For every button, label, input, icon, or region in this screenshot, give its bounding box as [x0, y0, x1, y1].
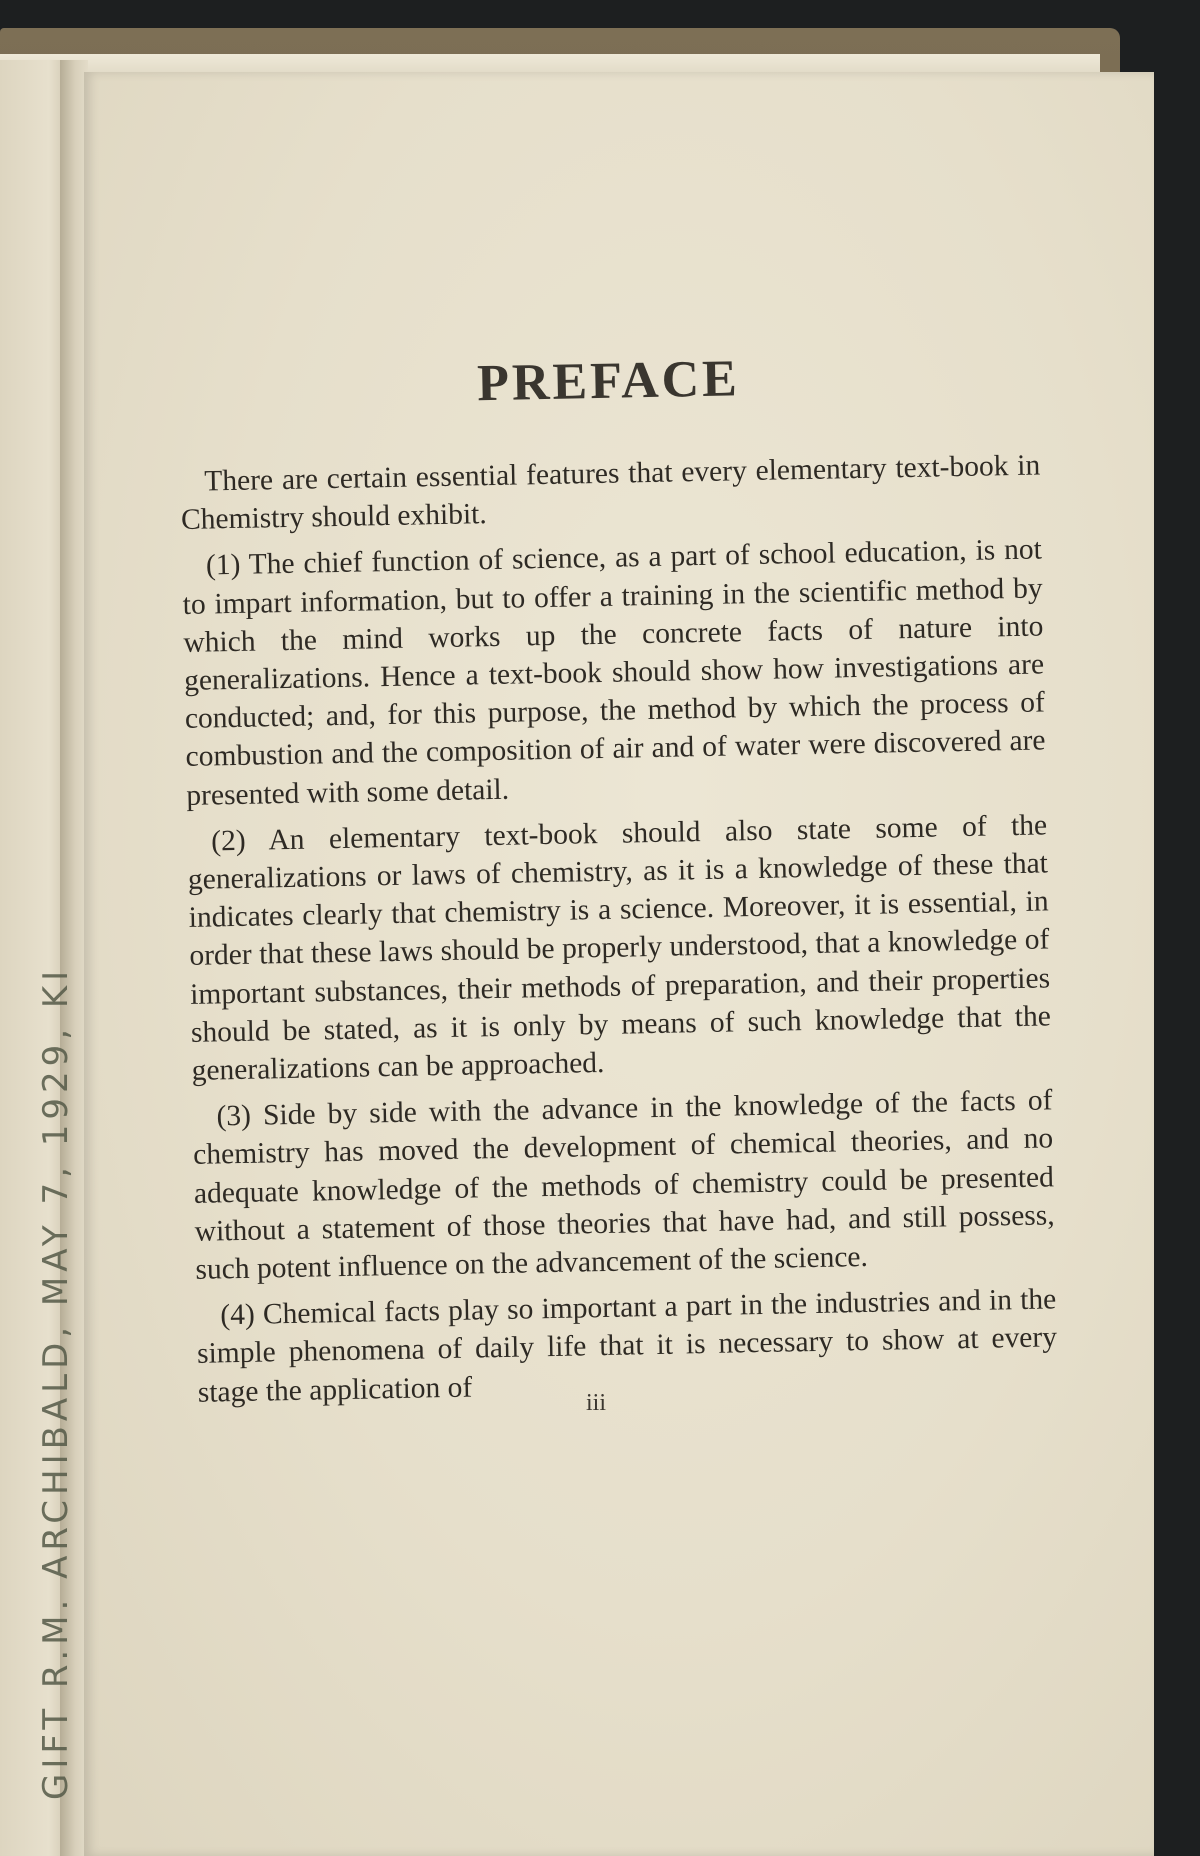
paragraph-2: (2) An elementary text-book should also state some of the generalizations or laws of chemistry, as it is a knowledge of these that indicates clearly that chemistry is a science. Moreover, it is essential, in order that these laws should be properly understood, that a knowledge of important substances, their methods of preparation, and their properties should be stated, as it is only by means of such knowledge that the generalizations can be approached. — [187, 809, 1052, 1087]
page-title: PREFACE — [476, 350, 741, 413]
paragraph-1: (1) The chief function of science, as a part of school education, is not to impart information, but to offer a training in the scientific method by which the mind works up the concrete facts of nature into generalizations. Hence a text-book should show how investigations are conducted; and, for this purpose, the method by which the process of combustion and the composition of air and of water were discovered are presented with some detail. — [182, 533, 1046, 812]
paragraph-4: (4) Chemical facts play so important a part in the industries and in the simple phenomena of daily life that it is necessary to show at every stage the application of — [196, 1283, 1058, 1409]
paragraph-3: (3) Side by side with the advance in the knowledge of the facts of chemistry has moved the development of chemical theories, and no adequate knowledge of the methods of chemistry could be presented without a statement of those theories that have had, and still possess, such potent influence on the advancement of the science. — [192, 1084, 1055, 1286]
handwritten-inscription: GIFT — [36, 1703, 76, 1800]
page-content — [178, 343, 1058, 1419]
paragraph-intro: There are certain essential features that every elementary text-book in Chemistry should exhibit. — [180, 449, 1041, 537]
page-number: iii — [586, 1390, 607, 1416]
